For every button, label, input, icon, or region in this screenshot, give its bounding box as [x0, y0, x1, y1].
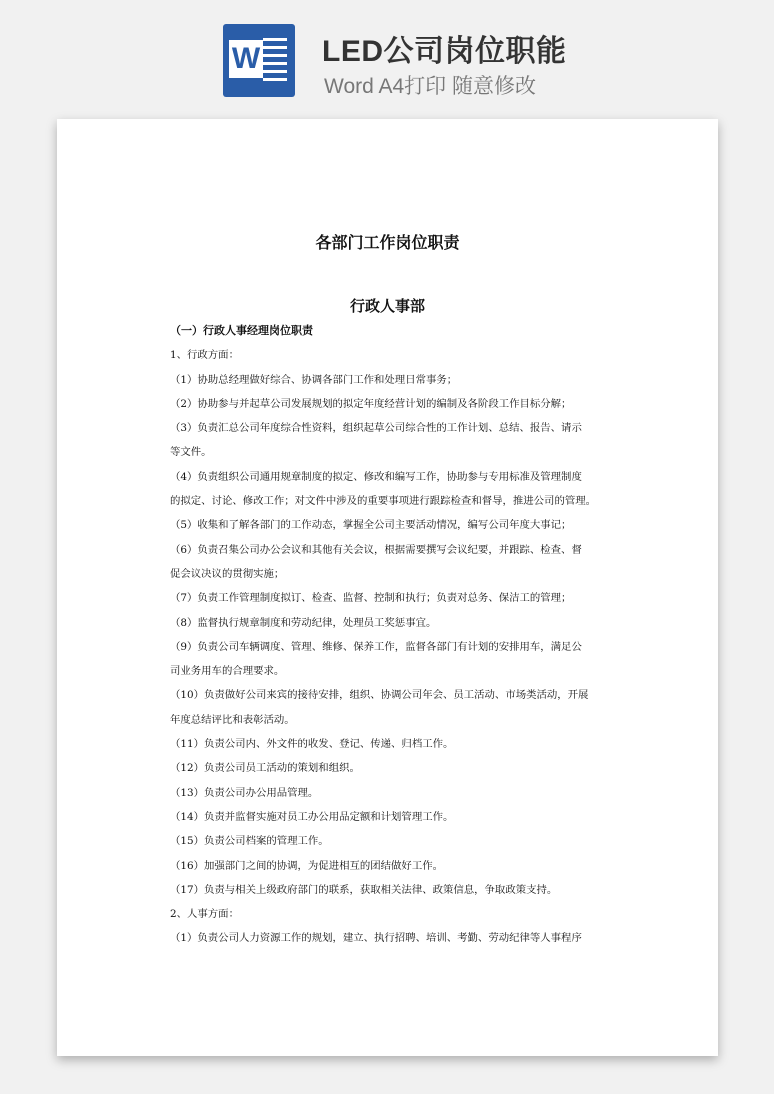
banner-subtitle: Word A4打印 随意修改	[324, 75, 536, 98]
banner-title: LED公司岗位职能	[322, 35, 567, 68]
body-line: （9）负责公司车辆调度、管理、维修、保养工作，监督各部门有计划的安排用车，满足公	[170, 640, 582, 653]
word-icon-letter: W	[229, 40, 263, 78]
body-line: （3）负责汇总公司年度综合性资料，组织起草公司综合性的工作计划、总结、报告、请示	[170, 422, 582, 435]
body-line: （8）监督执行规章制度和劳动纪律，处理员工奖惩事宜。	[170, 616, 437, 629]
body-line: 等文件。	[170, 446, 212, 459]
body-line: （7）负责工作管理制度拟订、检查、监督、控制和执行；负责对总务、保洁工的管理；	[170, 592, 572, 605]
body-line: 年度总结评比和表彰活动。	[170, 713, 295, 726]
word-document-icon	[223, 24, 295, 97]
body-line: （14）负责并监督实施对员工办公用品定额和计划管理工作。	[170, 810, 454, 823]
body-line: 1、行政方面：	[170, 349, 239, 362]
document-body	[170, 319, 604, 951]
body-line: （15）负责公司档案的管理工作。	[170, 835, 329, 848]
document-title: 各部门工作岗位职责	[315, 233, 460, 252]
section-subheading: （一）行政人事经理岗位职责	[170, 324, 313, 337]
body-line: （16）加强部门之间的协调，为促进相互的团结做好工作。	[170, 859, 443, 872]
body-line: （17）负责与相关上级政府部门的联系，获取相关法律、政策信息，争取政策支持。	[170, 883, 558, 896]
body-line: （1）协助总经理做好综合、协调各部门工作和处理日常事务；	[170, 373, 458, 386]
body-line: （10）负责做好公司来宾的接待安排，组织、协调公司年会、员工活动、市场类活动，开展	[170, 689, 589, 702]
body-line: （13）负责公司办公用品管理。	[170, 786, 319, 799]
body-line: 2、人事方面：	[170, 908, 239, 921]
document-page	[57, 119, 718, 1056]
body-line: （2）协助参与并起草公司发展规划的拟定年度经营计划的编制及各阶段工作目标分解；	[170, 397, 572, 410]
banner	[0, 0, 774, 115]
body-line: 司业务用车的合理要求。	[170, 665, 285, 678]
body-line: （6）负责召集公司办公会议和其他有关会议，根据需要撰写会议纪要，并跟踪、检查、督	[170, 543, 582, 556]
body-line: （12）负责公司员工活动的策划和组织。	[170, 762, 360, 775]
body-line: （4）负责组织公司通用规章制度的拟定、修改和编写工作，协助参与专用标准及管理制度	[170, 470, 582, 483]
body-line: （11）负责公司内、外文件的收发、登记、传递、归档工作。	[170, 738, 454, 751]
body-line: 的拟定、讨论、修改工作；对文件中涉及的重要事项进行跟踪检查和督导，推进公司的管理。	[170, 495, 597, 508]
body-line: （1）负责公司人力资源工作的规划，建立、执行招聘、培训、考勤、劳动纪律等人事程序	[170, 932, 582, 945]
department-heading: 行政人事部	[349, 297, 425, 315]
body-line: （5）收集和了解各部门的工作动态，掌握全公司主要活动情况，编写公司年度大事记；	[170, 519, 572, 532]
body-line: 促会议决议的贯彻实施；	[170, 567, 285, 580]
